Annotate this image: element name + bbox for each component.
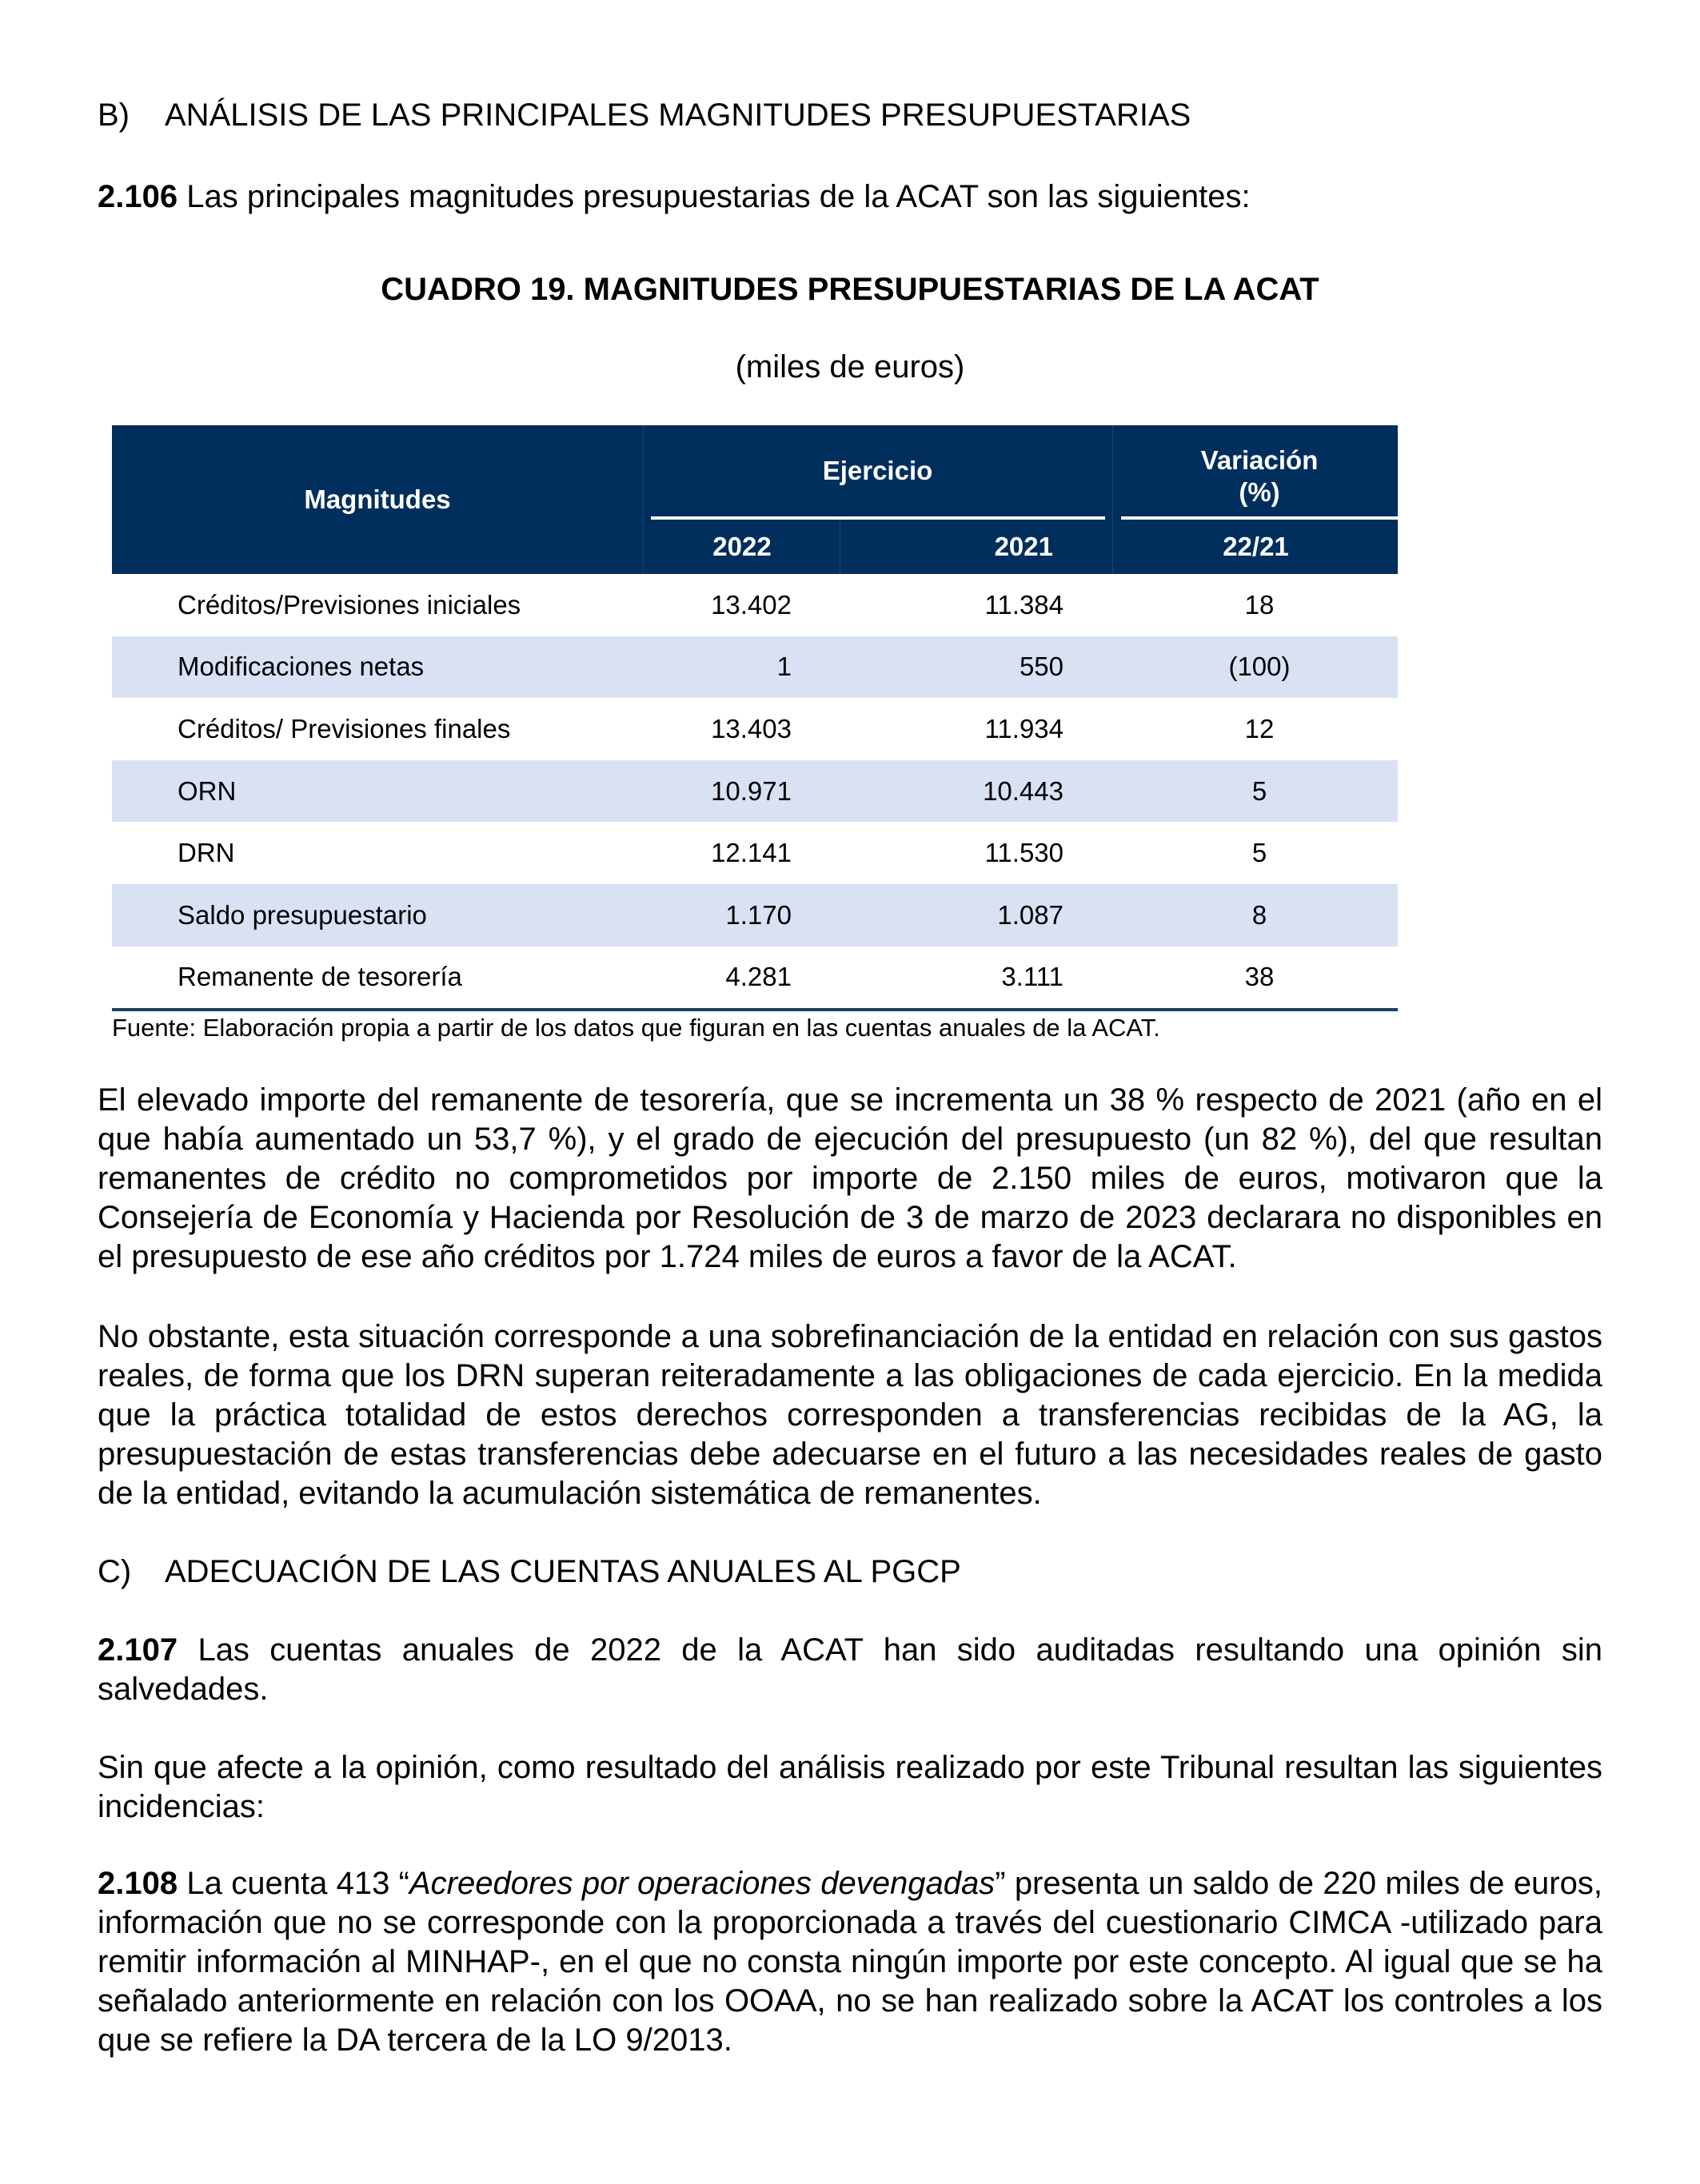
section-b-title: ANÁLISIS DE LAS PRINCIPALES MAGNITUDES PRESUPUESTARIAS [165, 98, 1191, 133]
paragraph-text: Las principales magnitudes presupuestarias de la ACAT son las siguientes: [178, 179, 1251, 214]
row-value-2022: 10.971 [711, 775, 792, 806]
row-value-2022: 1 [776, 652, 792, 682]
row-value-2021: 10.443 [983, 775, 1063, 806]
table-caption: CUADRO 19. MAGNITUDES PRESUPUESTARIAS DE LA ACAT [381, 272, 1319, 307]
row-value-2021: 11.384 [984, 589, 1063, 620]
row-variation: 5 [1251, 838, 1267, 868]
table-row [112, 760, 1398, 823]
paragraph-no-obstante: No obstante, esta situación corresponde a una sobrefinanciación de la entidad en relación con sus gastos reales, de forma que los DRN superan reiteradamente a las obligaciones de cada ejercicio. En la medida que la práctica totalidad de estos derechos corresponden a transferencias recibidas de la AG, la presupuestación de estas transferencias debe adecuarse en el futuro a las necesidades reales de gasto de la entidad, evitando la acumulación sistemática de remanentes. [98, 1319, 1602, 1511]
table-units: (miles de euros) [735, 349, 965, 385]
row-label: Créditos/Previsiones iniciales [178, 589, 521, 620]
paragraph-number: 2.106 [98, 179, 178, 214]
row-variation: 12 [1244, 713, 1275, 743]
paragraph-text: La cuenta 413 “ [178, 1866, 409, 1901]
paragraph-number: 2.107 [98, 1632, 178, 1668]
row-label: Saldo presupuestario [178, 899, 427, 930]
paragraph-text: Las cuentas anuales de 2022 de la ACAT han sido auditadas resultando una opinión sin salvedades. [98, 1632, 1602, 1707]
row-variation: 8 [1251, 899, 1267, 930]
paragraph-2-106 [98, 177, 1602, 217]
row-value-2022: 12.141 [711, 838, 792, 868]
row-value-2022: 1.170 [725, 899, 792, 930]
row-value-2021: 550 [1019, 652, 1063, 682]
table-row [112, 947, 1398, 1009]
table-row [112, 698, 1398, 760]
header-year-2021-label: 2021 [994, 532, 1053, 561]
row-value-2022: 13.402 [711, 589, 792, 620]
row-variation: 5 [1251, 775, 1267, 806]
header-magnitudes: Magnitudes [304, 484, 451, 514]
account-name-italic: Acreedores por operaciones devengadas [409, 1866, 996, 1901]
row-label: DRN [178, 838, 235, 868]
row-value-2022: 4.281 [725, 962, 792, 992]
header-variacion-line2: (%) [1239, 477, 1280, 507]
header-variacion [1121, 436, 1398, 516]
row-value-2021: 3.111 [1001, 962, 1063, 992]
paragraph-text-continued: ” presenta un saldo de 220 miles de euros, información que no se corresponde con la proporcionada a través del cuestionario CIMCA -utilizado para remitir información al MINHAP-, en el que no consta ningún importe por este concepto. Al igual que se ha señalado anteriormente en relación con los OOAA, no se han realizado sobre la ACAT los controles a los que se refiere la DA tercera de la LO 9/2013. [98, 1866, 1602, 2058]
row-variation: 38 [1244, 962, 1275, 992]
table-row [112, 884, 1398, 947]
row-label: ORN [178, 775, 237, 806]
table-row [112, 636, 1398, 699]
table-bottom-rule [112, 1008, 1398, 1011]
row-label: Modificaciones netas [178, 652, 425, 682]
section-b-letter: B) [98, 98, 130, 133]
header-ejercicio: Ejercicio [822, 456, 933, 485]
header-variacion-line1: Variación [1200, 445, 1319, 475]
header-year-2022: 2022 [643, 520, 840, 574]
paragraph-number: 2.108 [98, 1866, 178, 1901]
row-variation: 18 [1244, 589, 1275, 620]
header-year-2021 [840, 520, 1112, 574]
row-variation: (100) [1228, 652, 1291, 682]
section-c-letter: C) [98, 1554, 132, 1589]
paragraph-sin-que: Sin que afecte a la opinión, como resultado del análisis realizado por este Tribunal resultan las siguientes incidencias: [98, 1750, 1602, 1824]
header-variacion-sub: 22/21 [1112, 520, 1399, 574]
row-value-2021: 11.934 [984, 713, 1063, 743]
table-row [112, 574, 1398, 636]
section-c-title: ADECUACIÓN DE LAS CUENTAS ANUALES AL PGCP [165, 1554, 961, 1589]
table-header [112, 425, 1398, 574]
row-label: Remanente de tesorería [178, 962, 462, 992]
section-b-heading [98, 98, 1191, 134]
row-label: Créditos/ Previsiones finales [178, 713, 511, 743]
budget-magnitudes-table [112, 425, 1398, 1011]
row-value-2021: 11.530 [984, 838, 1063, 868]
row-value-2021: 1.087 [997, 899, 1063, 930]
paragraph-2-108 [98, 1864, 1602, 2060]
table-row [112, 822, 1398, 884]
paragraph-remanente: El elevado importe del remanente de tesorería, que se incrementa un 38 % respecto de 2021 (año en el que había aumentado un 53,7 %), y el grado de ejecución del presupuesto (un 82 %), del que resultan remanentes de crédito no comprometidos por importe de 2.150 miles de euros, motivaron que la Consejería de Economía y Hacienda por Resolución de 3 de marzo de 2023 declarara no disponibles en el presupuesto de ese año créditos por 1.724 miles de euros a favor de la ACAT. [98, 1082, 1602, 1274]
table-source-note: Fuente: Elaboración propia a partir de los datos que figuran en las cuentas anuales de la ACAT. [112, 1014, 1160, 1042]
paragraph-2-107 [98, 1631, 1602, 1709]
section-c-heading [98, 1554, 961, 1590]
row-value-2022: 13.403 [711, 713, 792, 743]
